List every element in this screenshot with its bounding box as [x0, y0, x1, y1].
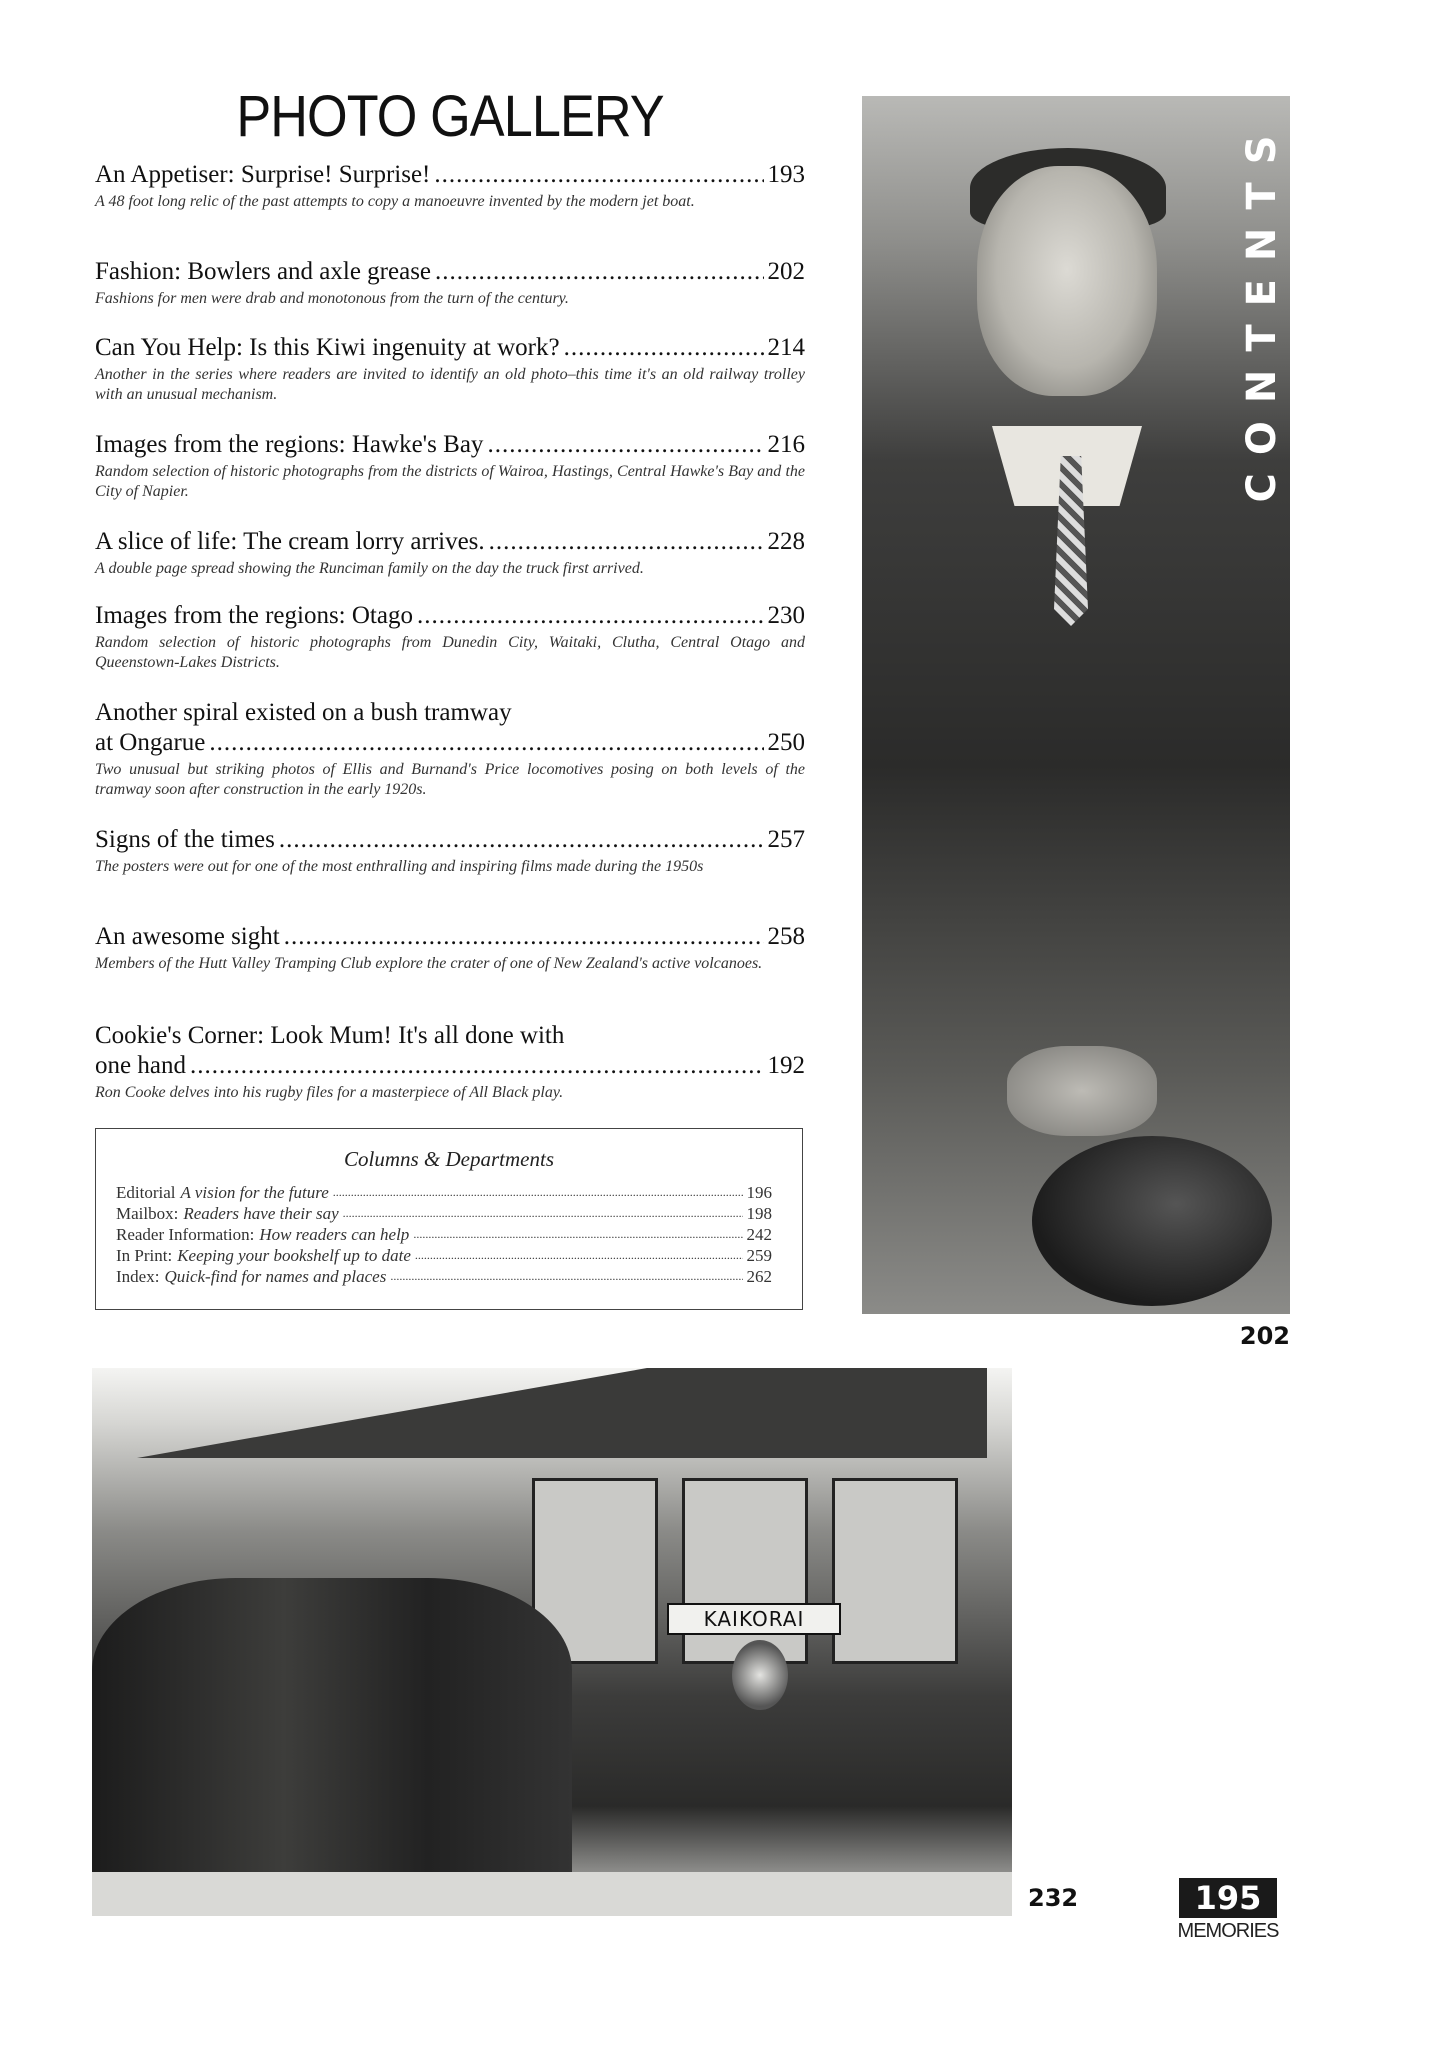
entry-desc: Ron Cooke delves into his rugby files for a masterpiece of All Black play.	[95, 1084, 564, 1101]
contents-label-text: CONTENTS	[1239, 117, 1285, 503]
contents-entry	[95, 333, 805, 405]
departments-box	[95, 1128, 803, 1310]
tram-ground	[92, 1872, 1012, 1916]
department-desc: Keeping your bookshelf up to date	[177, 1246, 411, 1265]
folio-magazine-name: MEMORIES	[1177, 1920, 1279, 1942]
department-page: 198	[746, 1204, 772, 1223]
department-name: Editorial	[116, 1183, 176, 1202]
department-name: Reader Information:	[116, 1225, 255, 1244]
portrait-page-ref: 202	[1239, 1322, 1290, 1350]
contents-entry	[95, 430, 805, 502]
contents-entry	[95, 1021, 805, 1103]
folio-page-number: 195	[1179, 1878, 1278, 1918]
entry-page: 258	[767, 923, 805, 950]
department-item	[116, 1224, 772, 1245]
department-item	[116, 1245, 772, 1266]
department-desc: Quick-find for names and places	[164, 1267, 387, 1286]
department-name: Index:	[116, 1267, 160, 1286]
department-page: 262	[746, 1267, 772, 1286]
department-name: Mailbox:	[116, 1204, 179, 1223]
department-page: 259	[746, 1246, 772, 1265]
entry-title: An Appetiser: Surprise! Surprise!	[95, 161, 431, 188]
entry-desc: Another in the series where readers are invited to identify an old photo–this time it's an old railway trolley with an unusual mechanism.	[95, 366, 805, 403]
entry-page: 202	[767, 258, 805, 285]
entry-title: at Ongarue	[95, 729, 206, 756]
department-desc: A vision for the future	[180, 1183, 329, 1202]
entry-desc: Random selection of historic photographs from Dunedin City, Waitaki, Clutha, Central Otago and Queenstown-Lakes Districts.	[95, 634, 805, 671]
tram-destination-sign: KAIKORAI	[667, 1603, 841, 1635]
department-desc: How readers can help	[259, 1225, 410, 1244]
entry-page: 250	[767, 729, 805, 756]
tram-window	[682, 1478, 808, 1664]
folio	[1168, 1878, 1288, 1943]
contents-entry	[95, 527, 805, 579]
entry-page: 193	[767, 161, 805, 188]
contents-entry	[95, 601, 805, 673]
entry-desc: A 48 foot long relic of the past attempts to copy a manoeuvre invented by the modern jet boat.	[95, 193, 695, 210]
portrait-bowler-hat	[1032, 1136, 1272, 1306]
entry-desc: Two unusual but striking photos of Ellis and Burnand's Price locomotives posing on both levels of the tramway soon after construction in the early 1920s.	[95, 761, 805, 798]
entry-page: 230	[767, 602, 805, 629]
entry-title: Images from the regions: Otago	[95, 602, 413, 629]
entry-title: Signs of the times	[95, 826, 275, 853]
entry-title: Fashion: Bowlers and axle grease	[95, 258, 432, 285]
entry-title-line1: Another spiral existed on a bush tramway	[95, 699, 512, 726]
contents-entry	[95, 257, 805, 309]
entry-title: Can You Help: Is this Kiwi ingenuity at work?	[95, 334, 560, 361]
entry-page: 257	[767, 826, 805, 853]
section-title: PHOTO GALLERY	[236, 84, 664, 149]
contents-entry	[95, 160, 805, 212]
tram-passengers	[92, 1578, 572, 1888]
tram-photo	[92, 1368, 1012, 1916]
tram-window	[832, 1478, 958, 1664]
entry-desc: Members of the Hutt Valley Tramping Club explore the crater of one of New Zealand's active volcanoes.	[95, 955, 763, 972]
entry-title: one hand	[95, 1052, 186, 1079]
entry-title: Images from the regions: Hawke's Bay	[95, 431, 484, 458]
tram-headlamp	[732, 1640, 788, 1710]
entry-page: 214	[767, 334, 805, 361]
entry-page: 216	[767, 431, 805, 458]
portrait-face	[977, 166, 1157, 396]
tram-page-ref: 232	[1028, 1884, 1079, 1912]
department-item	[116, 1203, 772, 1224]
tram-roof	[137, 1368, 987, 1458]
contents-vertical-label	[1232, 110, 1292, 510]
department-name: In Print:	[116, 1246, 173, 1265]
entry-desc: Fashions for men were drab and monotonous from the turn of the century.	[95, 290, 569, 307]
departments-title: Columns & Departments	[344, 1147, 554, 1171]
contents-entry	[95, 922, 805, 974]
entry-desc: A double page spread showing the Runciman family on the day the truck first arrived.	[95, 560, 644, 577]
department-desc: Readers have their say	[183, 1204, 339, 1223]
department-item	[116, 1182, 772, 1203]
entry-page: 192	[767, 1052, 805, 1079]
entry-desc: Random selection of historic photographs from the districts of Wairoa, Hastings, Central Hawke's Bay and the City of Napier.	[95, 463, 805, 500]
portrait-hand	[1007, 1046, 1157, 1136]
department-item	[116, 1266, 772, 1287]
entry-desc: The posters were out for one of the most enthralling and inspiring films made during the 1950s	[95, 858, 704, 875]
portrait-photo	[862, 96, 1290, 1314]
department-page: 196	[746, 1183, 772, 1202]
entry-page: 228	[767, 528, 805, 555]
department-page: 242	[746, 1225, 772, 1244]
entry-title: An awesome sight	[95, 923, 280, 950]
entry-title: A slice of life: The cream lorry arrives.	[95, 528, 485, 555]
contents-entry	[95, 698, 805, 800]
contents-entry	[95, 825, 805, 877]
entry-title-line1: Cookie's Corner: Look Mum! It's all done with	[95, 1022, 565, 1049]
